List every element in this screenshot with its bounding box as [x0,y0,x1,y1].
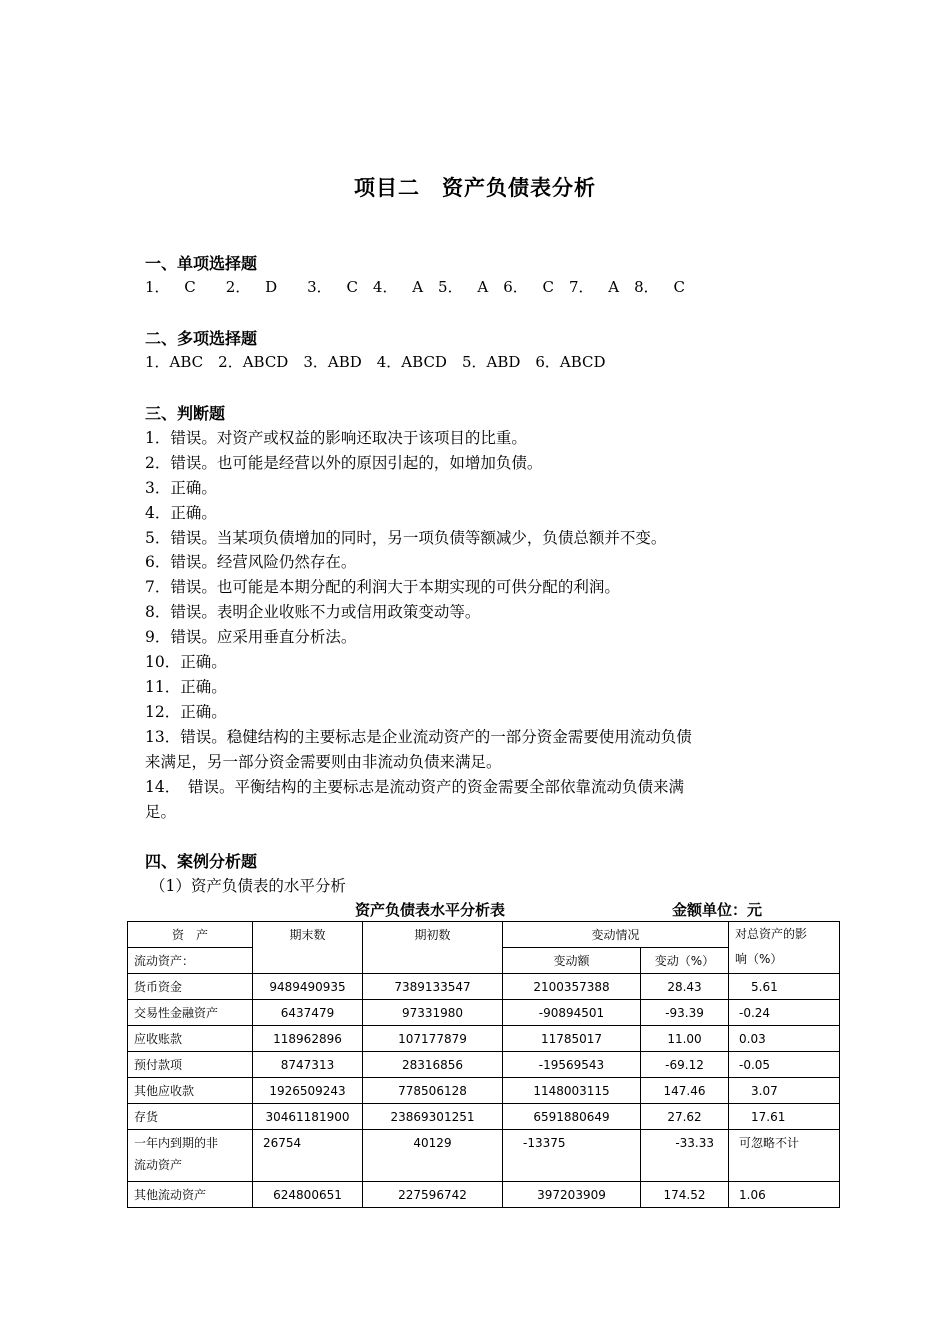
header-impact-line2: 响（%） [735,952,783,966]
single-choice-answers: 1． C 2． D 3． C 4． A 5． A 6． C 7． A 8． C [145,278,685,296]
header-begin: 期初数 [363,922,503,974]
row-amount: -19569543 [503,1052,641,1078]
row-pct: -93.39 [641,1000,729,1026]
row-impact: 3.07 [729,1078,840,1104]
row-name: 存货 [128,1104,253,1130]
row-amount: 2100357388 [503,974,641,1000]
header-asset: 资 产 [128,922,253,948]
row-name: 应收账款 [128,1026,253,1052]
row-pct: 27.62 [641,1104,729,1130]
row-amount: -90894501 [503,1000,641,1026]
row-end: 624800651 [253,1182,363,1208]
judgment-line: 11．正确。 [145,678,227,696]
row-begin: 778506128 [363,1078,503,1104]
row-amount: 397203909 [503,1182,641,1208]
row-begin: 107177879 [363,1026,503,1052]
row-end: 6437479 [253,1000,363,1026]
row-end: 26754 [253,1130,363,1182]
judgment-line: 足。 [145,803,177,821]
table-caption: 资产负债表水平分析表 [355,901,506,919]
table-header-row [128,922,840,948]
row-impact: -0.24 [729,1000,840,1026]
judgment-line: 10．正确。 [145,653,227,671]
judgment-line: 8．错误。表明企业收账不力或信用政策变动等。 [145,603,481,621]
case-subheading: （1）资产负债表的水平分析 [150,877,346,895]
header-current-assets: 流动资产： [128,948,253,974]
section-heading-case-analysis: 四、案例分析题 [145,852,258,871]
header-pct: 变动（%） [641,948,729,974]
judgment-line: 6．错误。经营风险仍然存在。 [145,553,357,571]
row-pct: 28.43 [641,974,729,1000]
row-begin: 40129 [363,1130,503,1182]
judgment-line: 14． 错误。平衡结构的主要标志是流动资产的资金需要全部依靠流动负债来满 [145,778,684,796]
row-pct: -69.12 [641,1052,729,1078]
row-amount: -13375 [503,1130,641,1182]
judgment-line: 13．错误。稳健结构的主要标志是企业流动资产的一部分资金需要使用流动负债 [145,728,692,746]
row-impact: 5.61 [729,974,840,1000]
table-unit: 金额单位：元 [672,901,763,919]
table-row [128,1078,840,1104]
table-row [128,1104,840,1130]
judgment-line: 2．错误。也可能是经营以外的原因引起的，如增加负债。 [145,454,543,472]
judgment-line: 来满足，另一部分资金需要则由非流动负债来满足。 [145,753,502,771]
row-name-line1: 一年内到期的非 [134,1136,219,1150]
header-amount: 变动额 [503,948,641,974]
row-impact: 0.03 [729,1026,840,1052]
row-pct: 147.46 [641,1078,729,1104]
section-heading-single-choice: 一、单项选择题 [145,254,258,273]
header-end: 期末数 [253,922,363,974]
section-heading-multi-choice: 二、多项选择题 [145,329,258,348]
row-amount: 11785017 [503,1026,641,1052]
row-amount: 6591880649 [503,1104,641,1130]
judgment-line: 9．错误。应采用垂直分析法。 [145,628,357,646]
horizontal-analysis-table [127,921,840,1208]
table-row [128,974,840,1000]
judgment-line: 4．正确。 [145,504,217,522]
table-row [128,1182,840,1208]
row-name: 其他流动资产 [128,1182,253,1208]
row-pct: 11.00 [641,1026,729,1052]
row-end: 118962896 [253,1026,363,1052]
row-end: 30461181900 [253,1104,363,1130]
row-name: 货币资金 [128,974,253,1000]
row-name: 预付款项 [128,1052,253,1078]
judgment-line: 5．错误。当某项负债增加的同时，另一项负债等额减少，负债总额并不变。 [145,529,667,547]
table-row [128,1000,840,1026]
header-impact-line1: 对总资产的影 [735,927,808,941]
row-name [128,1130,253,1182]
row-name-line2: 流动资产 [134,1158,183,1172]
row-end: 1926509243 [253,1078,363,1104]
judgment-line: 12．正确。 [145,703,227,721]
row-name: 交易性金融资产 [128,1000,253,1026]
row-end: 8747313 [253,1052,363,1078]
judgment-line: 3．正确。 [145,479,217,497]
row-impact: 1.06 [729,1182,840,1208]
row-end: 9489490935 [253,974,363,1000]
row-begin: 97331980 [363,1000,503,1026]
judgment-line: 7．错误。也可能是本期分配的利润大于本期实现的可供分配的利润。 [145,578,620,596]
row-impact: 17.61 [729,1104,840,1130]
table-row [128,1026,840,1052]
row-begin: 7389133547 [363,974,503,1000]
row-begin: 227596742 [363,1182,503,1208]
judgment-line: 1．错误。对资产或权益的影响还取决于该项目的比重。 [145,429,527,447]
multi-choice-answers: 1．ABC 2．ABCD 3．ABD 4．ABCD 5．ABD 6．ABCD [145,353,606,371]
section-heading-true-false: 三、判断题 [145,404,226,423]
row-pct: -33.33 [641,1130,729,1182]
header-change: 变动情况 [503,922,729,948]
row-impact: -0.05 [729,1052,840,1078]
row-begin: 23869301251 [363,1104,503,1130]
row-amount: 1148003115 [503,1078,641,1104]
row-begin: 28316856 [363,1052,503,1078]
row-name: 其他应收款 [128,1078,253,1104]
row-pct: 174.52 [641,1182,729,1208]
table-row [128,1130,840,1182]
page-title: 项目二 资产负债表分析 [354,176,596,200]
header-impact [729,922,840,974]
table-row [128,1052,840,1078]
row-impact: 可忽略不计 [729,1130,840,1182]
